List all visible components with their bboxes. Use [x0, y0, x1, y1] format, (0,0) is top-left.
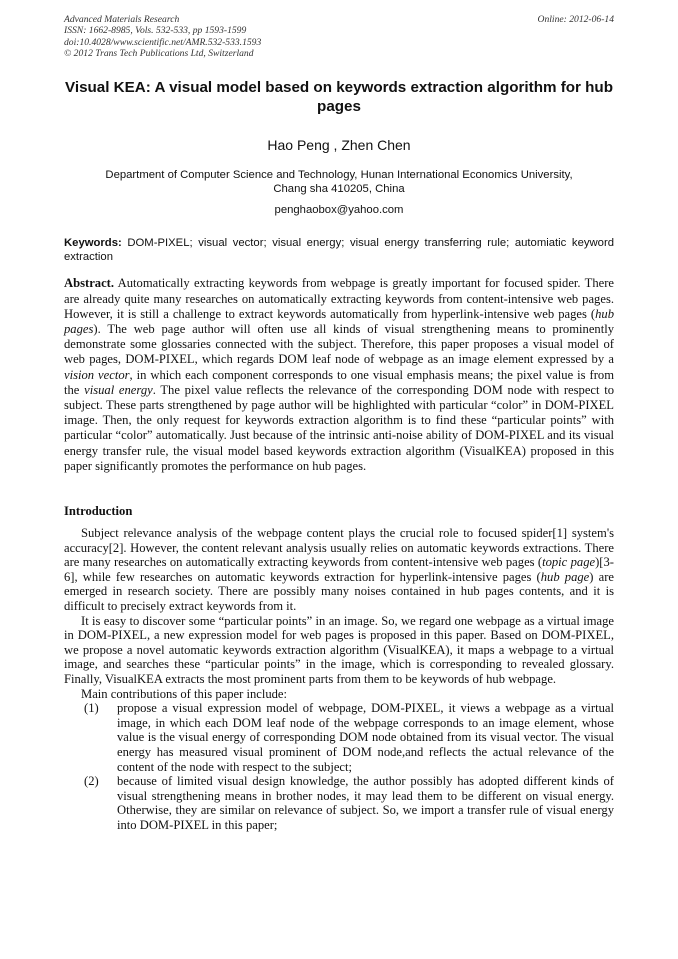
list-item-text: because of limited visual design knowledge, the author possibly has adopted different kinds of visual strengthening means in brother nodes, it may lead them to be different on visual energy. Otherwise, they are similar on relevance of subject. So, we import a transfer rule of visual energy into DOM-PIXEL in this paper; [117, 774, 614, 832]
paper-page [64, 14, 614, 833]
list-item [84, 701, 614, 774]
intro-p1-text-a: Subject relevance analysis of the webpage content plays the crucial role to focused spider[1] system's accuracy[2]. However, the content relevant analysis usually relies on automatic keywords extractions. There are many researches on automatically extracting keywords from content-intensive web pages ( [64, 526, 614, 570]
issn-line: ISSN: 1662-8985, Vols. 532-533, pp 1593-1599 [64, 25, 247, 37]
author-list: Hao Peng , Zhen Chen [267, 136, 411, 153]
keywords-section [64, 236, 614, 264]
list-item-number: (1) [84, 701, 99, 716]
copyright-line: © 2012 Trans Tech Publications Ltd, Switzerland [64, 48, 254, 60]
list-item-text: propose a visual expression model of webpage, DOM-PIXEL, it views a webpage as a virtual image, in which each DOM leaf node of the webpage corresponds to an image element, whose value is the visual energy of corresponding DOM node obtained from its visual vector. The visual energy has measured visual prominent of DOM node,and reflects the actual relevance of the content of the node with respect to the subject; [117, 701, 614, 774]
intro-p1-em-2: hub page [540, 569, 590, 584]
intro-paragraph-2: It is easy to discover some “particular points” in an image. So, we regard one webpage as a virtual image in DOM-PIXEL, a new expression model for web pages is proposed in this paper. Based on DOM-PIXEL, we propose a novel automatic keywords extraction algorithm (VisualKEA), it maps a webpage to a virtual image, and searches these “particular points” in the image, which is corresponding to revealed glossary. Finally, VisualKEA extracts the most prominent parts from them to be keywords of hub webpage. [64, 613, 614, 687]
contribution-list [84, 701, 614, 832]
abstract-text-1: Automatically extracting keywords from webpage is greatly important for focused spider. There are already quite many researches on automatically extracting keywords from content-intensive web pages. However, it is still a challenge to extract keywords automatically from hyperlink-intensive web pages ( [64, 276, 614, 321]
abstract-em-3: visual energy [84, 382, 153, 397]
abstract-label: Abstract. [64, 276, 115, 291]
abstract-em-2: vision vector [64, 367, 130, 382]
journal-name: Advanced Materials Research [64, 14, 180, 25]
keywords-label: Keywords: [64, 237, 122, 250]
abstract-text-2: ). The web page author will often use all kinds of visual strengthening means to prominently demonstrate some glossaries connected with the subject. Therefore, this paper proposes a visual model of web pages, DOM-PIXEL, which regards DOM leaf node of webpage as an image element expressed by a [64, 322, 614, 367]
online-date: Online: 2012-06-14 [537, 14, 614, 25]
intro-p1-text-b: )[3-6], while few researches on automatic keywords extraction for hyperlink-intensive pages ( [64, 555, 614, 584]
keywords-text: DOM-PIXEL; visual vector; visual energy; visual energy transferring rule; automiatic keyword extraction [64, 237, 614, 264]
journal-header [64, 14, 614, 60]
affiliation-line-2: Chang sha 410205, China [273, 182, 405, 195]
affiliation-line-1: Department of Computer Science and Technology, Hunan International Economics University, [105, 168, 573, 181]
author-email[interactable]: penghaobox@yahoo.com [274, 204, 404, 217]
abstract-text-4: . The pixel value reflects the relevance of the corresponding DOM node with respect to subject. These parts strengthened by page author will be highlighted with particular “color” in DOM-PIXEL image. Then, the only request for keywords extraction algorithm is to find these “particular points” with particular “color” automatically. Just because of the intrinsic anti-noise ability of DOM-PIXEL and its visual energy transfer rule, the visual model based keywords extraction algorithm (VisualKEA) proposed in this paper significantly promotes the performance on hub pages. [64, 382, 615, 473]
intro-paragraph-1 [64, 526, 614, 614]
introduction-heading: Introduction [64, 504, 133, 519]
abstract-em-1: hub pages [64, 306, 614, 337]
intro-paragraph-3: Main contributions of this paper include: [81, 686, 288, 701]
affiliation [64, 168, 614, 196]
abstract-section [64, 276, 614, 474]
doi-line[interactable]: doi:10.4028/www.scientific.net/AMR.532-533.1593 [64, 36, 262, 48]
paper-title: Visual KEA: A visual model based on keywords extraction algorithm for hub pages [65, 78, 613, 115]
abstract-text-3: , in which each component corresponds to one visual emphasis means; the pixel value is from the [64, 367, 614, 397]
intro-p1-em-1: topic page [542, 555, 596, 570]
list-item-number: (2) [84, 774, 99, 789]
intro-p1-text-c: ) are emerged in research society. There are possibly many noises contained in hub pages contents, and it is difficult to precisely extract keywords from it. [64, 569, 614, 614]
list-item [84, 774, 614, 832]
